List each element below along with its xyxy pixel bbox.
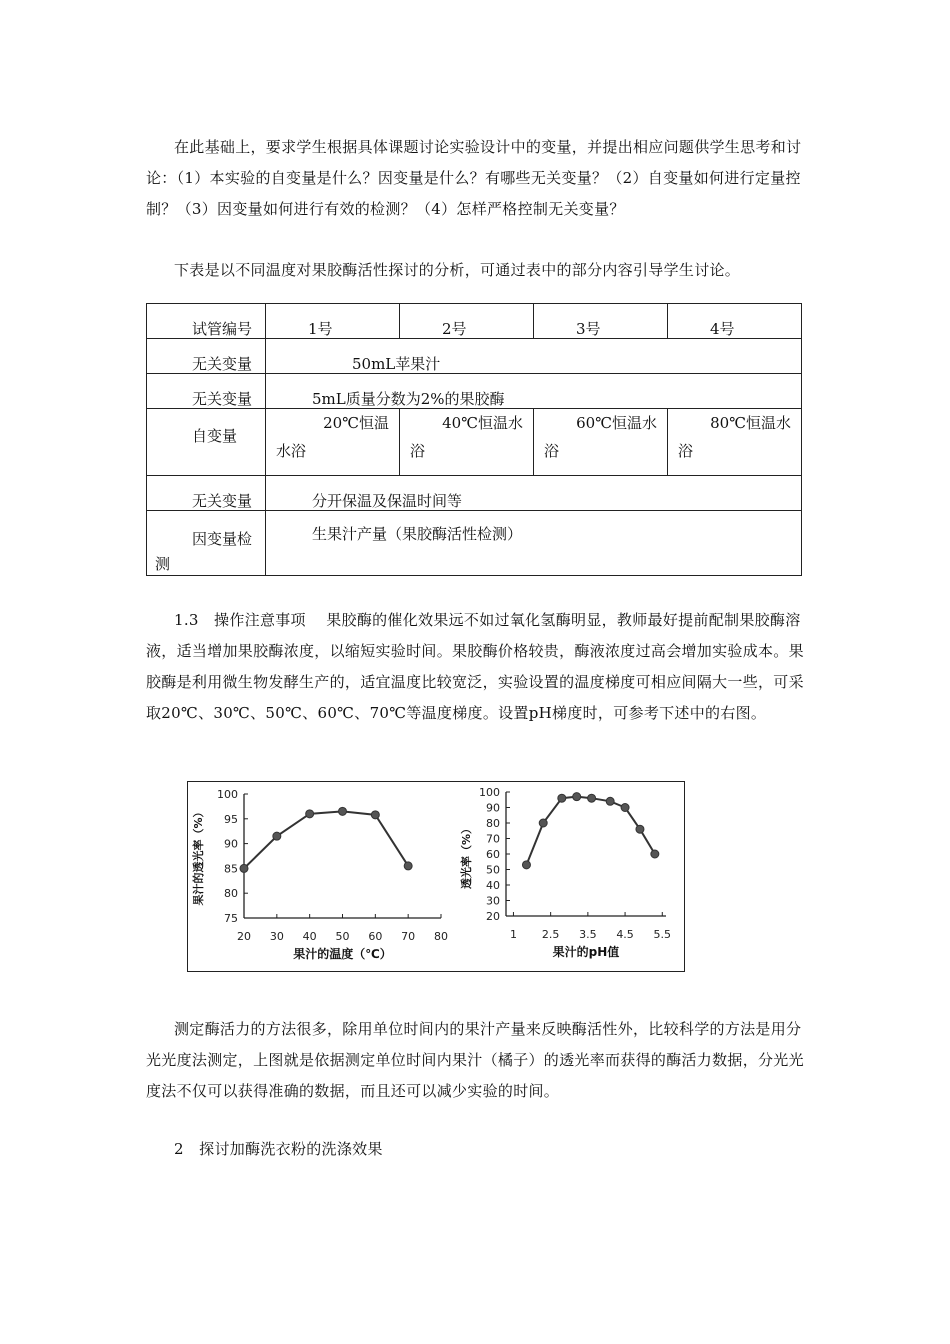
table-cell: 无关变量	[147, 339, 266, 374]
data-point	[273, 832, 281, 840]
table-row	[147, 476, 802, 511]
experiment-variables-table	[146, 303, 802, 576]
table-cell: 试管编号	[147, 304, 266, 339]
paragraph-variables-discussion: 在此基础上，要求学生根据具体课题讨论实验设计中的变量，并提出相应问题供学生思考和讨论：（1）本实验的自变量是什么？因变量是什么？有哪些无关变量？（2）自变量如何进行定量控制？（3）因变量如何进行有效的检测？（4）怎样严格控制无关变量？	[146, 138, 802, 218]
data-point	[588, 794, 596, 802]
y-tick-label: 40	[486, 879, 500, 892]
x-tick-label: 70	[401, 930, 416, 943]
data-point	[539, 819, 547, 827]
data-point	[573, 793, 581, 801]
table-cell: 自变量	[147, 409, 266, 476]
series-line	[526, 797, 654, 865]
x-tick-label: 60	[368, 930, 383, 943]
paragraph-operation-notes: 1.3 操作注意事项 果胶酶的催化效果远不如过氧化氢酶明显，教师最好提前配制果胶酶溶液，适当增加果胶酶浓度，以缩短实验时间。果胶酶价格较贵，酶液浓度过高会增加实验成本。果胶酶是利用微生物发酵生产的，适宜温度比较宽泛，实验设置的温度梯度可相应间隔大一些，可采取20℃、30℃、50℃、60℃、70℃等温度梯度。设置pH梯度时，可参考下述中的右图。	[146, 611, 804, 722]
table-cell: 80℃恒温水 浴	[668, 409, 802, 476]
y-tick-label: 70	[486, 832, 500, 846]
y-tick-label: 95	[224, 812, 238, 826]
table-cell: 20℃恒温 水浴	[266, 409, 400, 476]
data-point	[522, 861, 530, 869]
y-tick-label: 100	[217, 788, 238, 801]
data-point	[558, 794, 566, 802]
y-tick-label: 20	[486, 910, 500, 923]
x-tick-label: 1	[509, 928, 517, 941]
table-row	[147, 409, 802, 476]
enzyme-activity-figure	[187, 781, 685, 972]
table-cell: 5mL质量分数为2%的果胶酶	[266, 374, 802, 409]
table-cell: 分开保温及保温时间等	[266, 476, 802, 511]
table-row	[147, 339, 802, 374]
chart-2	[459, 786, 671, 959]
y-tick-label: 60	[486, 848, 500, 861]
data-point	[606, 797, 614, 805]
table-header-row	[147, 304, 802, 339]
table-cell: 50mL苹果汁	[266, 339, 802, 374]
table-cell: 无关变量	[147, 374, 266, 409]
data-point	[651, 850, 659, 858]
x-axis-label: 果汁的温度（℃）	[293, 947, 392, 961]
y-tick-label: 80	[224, 887, 238, 901]
x-tick-label: 2.5	[541, 928, 560, 941]
table-cell: 3号	[534, 304, 668, 339]
x-tick-label: 40	[302, 930, 317, 943]
table-cell: 生果汁产量（果胶酶活性检测）	[266, 511, 802, 576]
data-point	[636, 825, 644, 833]
chart-1	[191, 788, 448, 961]
table-cell: 1号	[266, 304, 400, 339]
data-point	[371, 811, 379, 819]
y-tick-label: 75	[224, 912, 238, 925]
paragraph-measurement-methods: 测定酶活力的方法很多，除用单位时间内的果汁产量来反映酶活性外，比较科学的方法是用分光光度法测定，上图就是依据测定单位时间内果汁（橘子）的透光率而获得的酶活力数据，分光光度法不仅可以获得准确的数据，而且还可以减少实验的时间。	[146, 1020, 804, 1100]
paragraph-table-intro: 下表是以不同温度对果胶酶活性探讨的分析，可通过表中的部分内容引导学生讨论。	[174, 261, 741, 279]
data-point	[339, 807, 347, 815]
y-tick-label: 90	[486, 801, 500, 815]
y-tick-label: 30	[486, 894, 500, 908]
y-axis-label: 果汁的透光率（%）	[192, 806, 205, 906]
y-tick-label: 50	[486, 863, 500, 877]
x-tick-label: 20	[237, 930, 251, 943]
table-cell: 无关变量	[147, 476, 266, 511]
table-row	[147, 511, 802, 576]
x-tick-label: 3.5	[579, 928, 597, 941]
table-cell: 因变量检 测	[147, 511, 266, 576]
table-cell: 2号	[400, 304, 534, 339]
table-cell: 60℃恒温水 浴	[534, 409, 668, 476]
y-axis-label: 透光率（%）	[460, 822, 473, 890]
section-heading-detergent: 2 探讨加酶洗衣粉的洗涤效果	[174, 1140, 383, 1158]
y-tick-label: 100	[479, 786, 500, 799]
table-row	[147, 374, 802, 409]
series-line	[244, 811, 408, 868]
y-tick-label: 85	[224, 862, 238, 876]
x-axis-label: 果汁的pH值	[552, 945, 620, 959]
y-tick-label: 80	[486, 817, 500, 830]
table-cell: 40℃恒温水 浴	[400, 409, 534, 476]
x-tick-label: 5.5	[653, 928, 672, 941]
x-tick-label: 30	[269, 930, 284, 943]
x-tick-label: 80	[434, 930, 448, 943]
charts-svg	[188, 782, 684, 971]
data-point	[240, 864, 248, 872]
x-tick-label: 4.5	[616, 928, 634, 941]
data-point	[621, 804, 629, 812]
y-tick-label: 90	[224, 837, 238, 851]
data-point	[306, 810, 314, 818]
x-tick-label: 50	[335, 930, 350, 943]
data-point	[404, 862, 412, 870]
table-cell: 4号	[668, 304, 802, 339]
